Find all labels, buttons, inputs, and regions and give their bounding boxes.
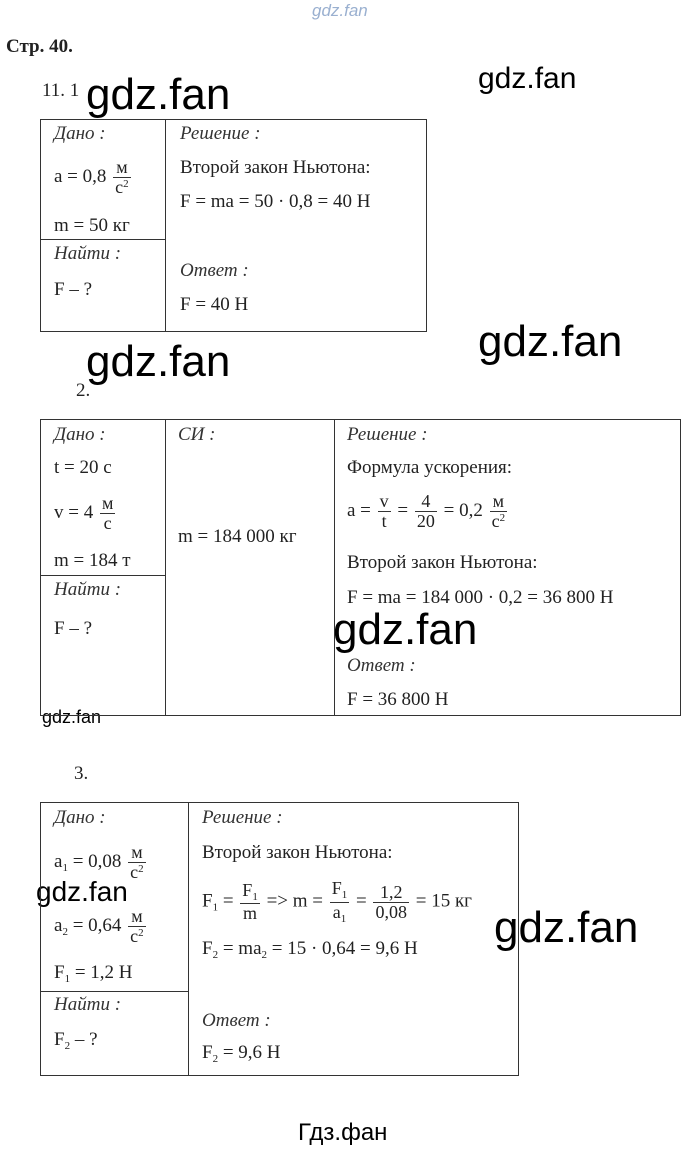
p2-law: Второй закон Ньютона:	[347, 552, 538, 573]
p3-a1: $a_1 = 0,08$ $\frac{м}{с^2}$	[54, 842, 144, 882]
p1-reshenie-label: Решение :	[180, 123, 261, 144]
p3-a2: $a_2 = 0,64$ $\frac{м}{с^2}$	[54, 906, 144, 946]
p1-acceleration: a = 0,8 $\frac{м}{с^2}$	[54, 157, 129, 197]
watermark-1: gdz.fan	[86, 70, 231, 119]
watermark-7: gdz.fan	[36, 876, 128, 907]
p1-otvet-label: Ответ :	[180, 260, 249, 281]
p3-reshenie-label: Решение :	[202, 807, 283, 828]
problem-2-number: 2.	[76, 380, 91, 401]
p3-naiti-label: Найти :	[54, 994, 122, 1015]
p1-answer: F = 40 Н	[180, 294, 249, 315]
watermark-2: gdz.fan	[478, 62, 577, 95]
p3-dano-label: Дано :	[54, 807, 106, 828]
p2-otvet-label: Ответ :	[347, 655, 416, 676]
p2-calc: F = ma = 184 000 · 0,2 = 36 800 Н	[347, 587, 614, 608]
p2-reshenie-label: Решение :	[347, 424, 428, 445]
problem-3-table	[40, 802, 519, 1076]
watermark-footer: Гдз.фан	[298, 1119, 388, 1146]
p1-calc: F = ma = 50 · 0,8 = 40 Н	[180, 191, 371, 212]
p2-dano-label: Дано :	[54, 424, 106, 445]
p1-dano-label: Дано :	[54, 123, 106, 144]
p1-mass: m = 50 кг	[54, 215, 130, 236]
p2-si-mass: m = 184 000 кг	[178, 526, 297, 547]
watermark-6: gdz.fan	[42, 707, 102, 727]
p1-law: Второй закон Ньютона:	[180, 157, 371, 178]
p2-mass: m = 184 т	[54, 550, 131, 571]
p2-si-label: СИ :	[178, 424, 216, 445]
watermark-3: gdz.fan	[86, 337, 231, 386]
watermark-8: gdz.fan	[494, 903, 639, 952]
p3-calc: $F_2 = ma_2 = 15 \cdot 0,64 = 9,6$ Н	[202, 938, 418, 961]
problem-3-number: 3.	[74, 763, 89, 784]
p2-answer: F = 36 800 Н	[347, 689, 449, 710]
p3-answer: $F_2 = 9,6$ Н	[202, 1042, 281, 1065]
p2-formula-label: Формула ускорения:	[347, 457, 513, 478]
p3-mass-formula: $F_1$ = $\frac{F_1}{m}$ => m = $\frac{F_1}{a_1}$ = $\frac{1,2}{0,08}$ = 15 кг	[202, 878, 472, 925]
p3-otvet-label: Ответ :	[202, 1010, 271, 1031]
problem-1-table	[40, 119, 427, 332]
p3-f1: $F_1 = 1,2$ Н	[54, 962, 133, 985]
watermark-4: gdz.fan	[478, 317, 623, 366]
task-number: 11. 1	[42, 80, 80, 101]
p3-find: $F_2$ – ?	[54, 1029, 98, 1052]
p2-naiti-label: Найти :	[54, 579, 122, 600]
p3-law: Второй закон Ньютона:	[202, 842, 393, 863]
p1-naiti-label: Найти :	[54, 243, 122, 264]
p1-find: F – ?	[54, 279, 92, 300]
p2-time: t = 20 с	[54, 457, 112, 478]
watermark-5: gdz.fan	[333, 605, 478, 654]
p2-find: F – ?	[54, 618, 92, 639]
page-title: Стр. 40.	[6, 36, 73, 57]
problem-2-table	[40, 419, 681, 716]
p2-velocity: v = 4 $\frac{м}{с}$	[54, 493, 114, 533]
watermark-top: gdz.fan	[312, 1, 368, 20]
p2-acceleration-formula: a = $\frac{v}{t}$ = $\frac{4}{20}$ = 0,2 $\frac{м}{с^2}$	[347, 491, 506, 531]
